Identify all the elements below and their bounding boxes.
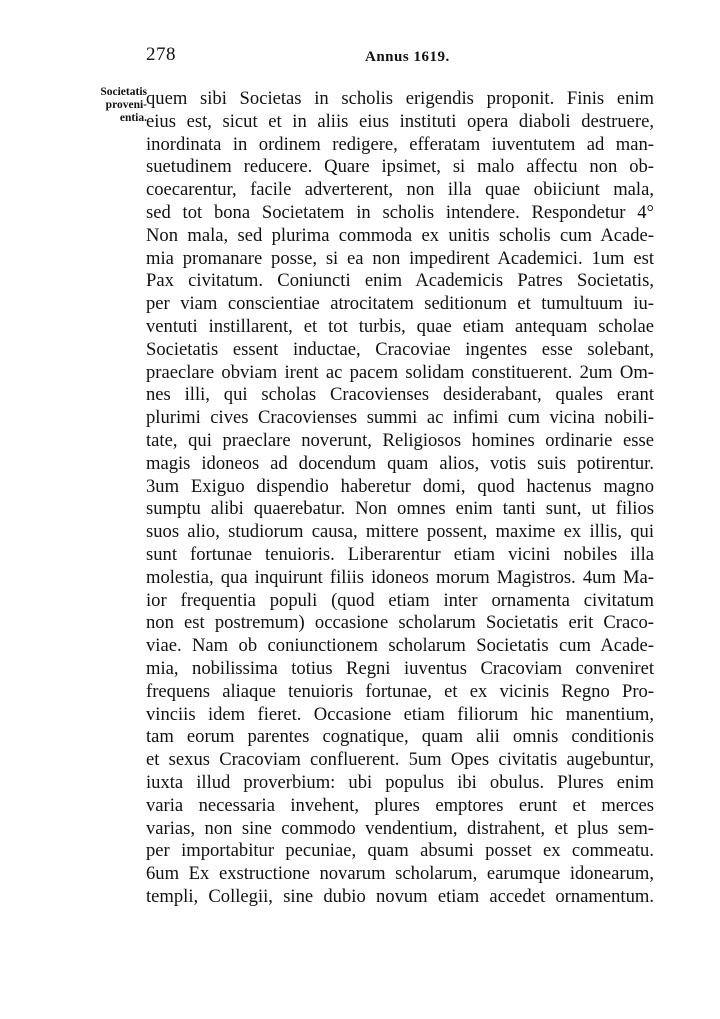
text-line: sed tot bona Societatem in scholis intendere. Respondetur 4° [146, 201, 654, 223]
text-line: templi, Collegii, sine dubio novum etiam accedet ornamentum. [146, 885, 654, 907]
text-line: 6um Ex exstructione novarum scholarum, earumque idonearum, [146, 863, 654, 885]
text-line: coecarentur, facile adverterent, non illa quae obiiciunt mala, [146, 179, 654, 201]
text-line: nes illi, qui scholas Cracovienses desiderabant, quales erant [146, 384, 654, 406]
text-line: magis idoneos ad docendum quam alios, votis suis potirentur. [146, 452, 654, 474]
text-line: Societatis essent inductae, Cracoviae ingentes esse solebant, [146, 338, 654, 360]
text-line: viae. Nam ob coniunctionem scholarum Societatis cum Acade- [146, 635, 654, 657]
margin-note-line: Societatis [100, 86, 147, 98]
page-number: 278 [146, 44, 176, 65]
text-line: tate, qui praeclare noverunt, Religiosos homines ordinarie esse [146, 429, 654, 451]
margin-note-line: entia. [119, 112, 147, 124]
text-line: mia, nobilissima totius Regni iuventus Cracoviam conveniret [146, 657, 654, 679]
text-line: inordinata in ordinem redigere, efferatam iuventutem ad man- [146, 133, 654, 155]
text-line: sunt fortunae tenuioris. Liberarentur etiam vicini nobiles illa [146, 543, 654, 565]
margin-note [79, 86, 147, 125]
text-line: per importabitur pecuniae, quam absumi posset ex commeatu. [146, 840, 654, 862]
text-line: 3um Exiguo dispendio haberetur domi, quod hactenus magno [146, 475, 654, 497]
text-line: suos alio, studiorum causa, mittere possent, maxime ex illis, qui [146, 521, 654, 543]
text-line: et sexus Cracoviam confluerent. 5um Opes civitatis augebuntur, [146, 749, 654, 771]
text-line: non est postremum) occasione scholarum Societatis erit Craco- [146, 612, 654, 634]
text-line: praeclare obviam irent ac pacem solidam constituerent. 2um Om- [146, 361, 654, 383]
text-line: vinciis idem fieret. Occasione etiam filiorum hic manentium, [146, 703, 654, 725]
text-line: tam eorum parentes cognatique, quam alii omnis conditionis [146, 726, 654, 748]
text-line: ventuti instillarent, et tot turbis, quae etiam antequam scholae [146, 315, 654, 337]
text-line: frequens aliaque tenuioris fortunae, et ex vicinis Regno Pro- [146, 680, 654, 702]
text-line: ior frequentia populi (quod etiam inter ornamenta civitatum [146, 589, 654, 611]
text-line: suetudinem reducere. Quare ipsimet, si malo affectu non ob- [146, 156, 654, 178]
text-line: iuxta illud proverbium: ubi populus ibi obulus. Plures enim [146, 771, 654, 793]
text-line: sumptu alibi quaerebatur. Non omnes enim tanti sunt, ut filios [146, 498, 654, 520]
text-line: Pax civitatum. Coniuncti enim Academicis Patres Societatis, [146, 270, 654, 292]
running-head: Annus 1619. [365, 49, 450, 65]
text-line: per viam conscientiae atrocitatem seditionum et tumultuum iu- [146, 293, 654, 315]
body-text [146, 88, 654, 909]
text-line: eius est, sicut et in aliis eius instituti opera diaboli destruere, [146, 110, 654, 132]
text-line: mia promanare posse, si ea non impedirent Academici. 1um est [146, 247, 654, 269]
margin-note-line: proveni- [105, 99, 147, 111]
text-line: varias, non sine commodo vendentium, distrahent, et plus sem- [146, 817, 654, 839]
text-line: quem sibi Societas in scholis erigendis proponit. Finis enim [146, 88, 654, 109]
text-line: plurimi cives Cracovienses summi ac infimi cum vicina nobili- [146, 407, 654, 429]
text-line: varia necessaria invehent, plures emptores erunt et merces [146, 794, 654, 816]
text-line: Non mala, sed plurima commoda ex unitis scholis cum Acade- [146, 224, 654, 246]
text-line: molestia, qua inquirunt filiis idoneos morum Magistros. 4um Ma- [146, 566, 654, 588]
